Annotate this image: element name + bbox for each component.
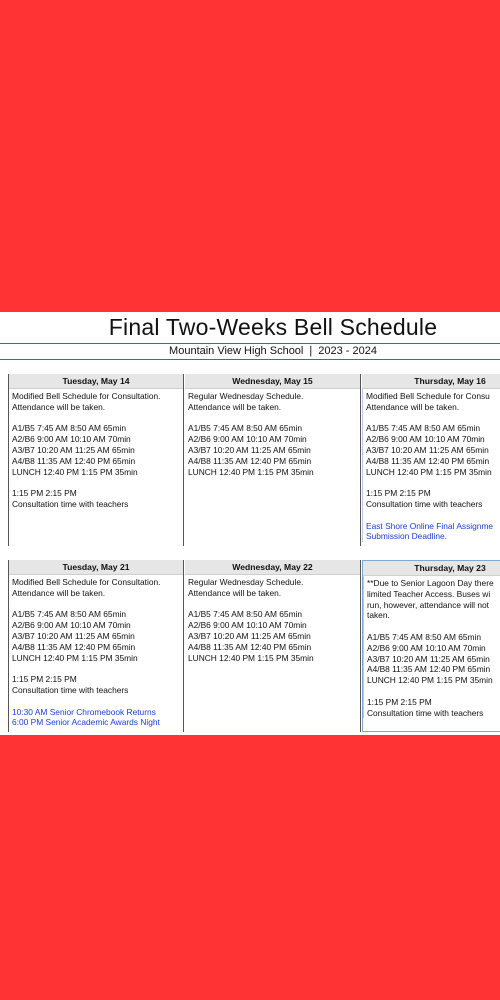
day-cell	[185, 560, 361, 732]
schedule-line: Regular Wednesday Schedule.	[188, 577, 304, 587]
school-name: Mountain View High School	[169, 345, 304, 357]
schedule-line: Consultation time with teachers	[12, 684, 129, 695]
page-title: Final Two-Weeks Bell Schedule	[108, 314, 438, 340]
schedule-line: A1/B5 7:45 AM 8:50 AM 65min	[12, 423, 127, 434]
day-header: Wednesday, May 22	[185, 560, 360, 575]
day-cell	[362, 374, 500, 546]
event-note: 10:30 AM Senior Chromebook Returns	[12, 706, 156, 717]
schedule-line: A2/B6 9:00 AM 10:10 AM 70min	[367, 642, 486, 653]
title-rule	[0, 343, 500, 344]
spacer	[188, 413, 360, 424]
schedule-line: A3/B7 10:20 AM 11:25 AM 65min	[12, 630, 135, 641]
schedule-line: A3/B7 10:20 AM 11:25 AM 65min	[367, 653, 490, 664]
schedule-sheet	[0, 312, 500, 735]
subtitle-separator: |	[309, 345, 313, 357]
schedule-line: Consultation time with teachers	[12, 498, 129, 509]
day-body	[363, 576, 500, 718]
schedule-line: limited Teacher Access. Buses wi	[367, 588, 491, 599]
schedule-line: 1:15 PM 2:15 PM	[12, 488, 77, 499]
schedule-line: A4/B8 11:35 AM 12:40 PM 65min	[12, 641, 136, 652]
spacer	[366, 510, 500, 521]
schedule-line: A2/B6 9:00 AM 10:10 AM 70min	[366, 434, 485, 445]
schedule-line: Modified Bell Schedule for Consultation.	[12, 391, 161, 401]
schedule-line: run, however, attendance will not	[367, 599, 489, 610]
schedule-line: A1/B5 7:45 AM 8:50 AM 65min	[12, 609, 127, 620]
school-years: 2023 - 2024	[318, 345, 377, 357]
schedule-line: Modified Bell Schedule for Consu	[366, 391, 490, 401]
day-body	[185, 575, 360, 663]
schedule-line: LUNCH 12:40 PM 1:15 PM 35min	[12, 466, 138, 477]
schedule-line: A1/B5 7:45 AM 8:50 AM 65min	[367, 631, 482, 642]
schedule-line: A4/B8 11:35 AM 12:40 PM 65min	[367, 664, 491, 675]
schedule-line: taken.	[367, 610, 390, 621]
spacer	[12, 413, 183, 424]
schedule-line: 1:15 PM 2:15 PM	[12, 674, 77, 685]
day-cell	[8, 560, 184, 732]
week-1	[8, 374, 500, 546]
day-header: Tuesday, May 21	[9, 560, 183, 575]
schedule-line: 1:15 PM 2:15 PM	[367, 696, 432, 707]
day-body	[9, 575, 183, 728]
schedule-line: **Due to Senior Lagoon Day there	[367, 578, 494, 588]
day-header: Thursday, May 23	[363, 561, 500, 576]
day-cell	[362, 560, 500, 732]
schedule-line: A2/B6 9:00 AM 10:10 AM 70min	[188, 434, 307, 445]
schedule-line: A1/B5 7:45 AM 8:50 AM 65min	[188, 609, 303, 620]
schedule-line: LUNCH 12:40 PM 1:15 PM 35min	[367, 675, 493, 686]
spacer	[367, 621, 500, 632]
week-2	[8, 560, 500, 732]
spacer	[367, 686, 500, 697]
schedule-line: LUNCH 12:40 PM 1:15 PM 35min	[12, 652, 138, 663]
schedule-line: A3/B7 10:20 AM 11:25 AM 65min	[188, 444, 311, 455]
spacer	[12, 477, 183, 488]
schedule-line: A2/B6 9:00 AM 10:10 AM 70min	[12, 620, 131, 631]
event-note: Submission Deadline.	[366, 531, 448, 542]
schedule-line: A1/B5 7:45 AM 8:50 AM 65min	[188, 423, 303, 434]
spacer	[188, 599, 360, 610]
schedule-line: Modified Bell Schedule for Consultation.	[12, 577, 161, 587]
schedule-line: Attendance will be taken.	[188, 401, 282, 412]
day-cell	[8, 374, 184, 546]
schedule-line: A3/B7 10:20 AM 11:25 AM 65min	[366, 444, 489, 455]
schedule-line: Consultation time with teachers	[366, 498, 483, 509]
schedule-line: A4/B8 11:35 AM 12:40 PM 65min	[12, 455, 136, 466]
schedule-line: A4/B8 11:35 AM 12:40 PM 65min	[366, 455, 490, 466]
schedule-line: A2/B6 9:00 AM 10:10 AM 70min	[188, 620, 307, 631]
schedule-line: A4/B8 11:35 AM 12:40 PM 65min	[188, 641, 312, 652]
spacer	[12, 599, 183, 610]
schedule-line: Attendance will be taken.	[366, 401, 460, 412]
subtitle	[0, 345, 500, 357]
schedule-line: A3/B7 10:20 AM 11:25 AM 65min	[188, 630, 311, 641]
schedule-line: Attendance will be taken.	[12, 587, 106, 598]
schedule-line: 1:15 PM 2:15 PM	[366, 488, 431, 499]
schedule-line: Regular Wednesday Schedule.	[188, 391, 304, 401]
schedule-line: LUNCH 12:40 PM 1:15 PM 35min	[188, 652, 314, 663]
day-header: Tuesday, May 14	[9, 374, 183, 389]
event-note: East Shore Online Final Assignme	[366, 520, 494, 531]
spacer	[12, 696, 183, 707]
day-body	[9, 389, 183, 510]
day-body	[362, 389, 500, 542]
day-header: Wednesday, May 15	[185, 374, 360, 389]
schedule-line: Attendance will be taken.	[188, 587, 282, 598]
day-cell	[185, 374, 361, 546]
subtitle-rule	[0, 359, 500, 360]
day-header: Thursday, May 16	[362, 374, 500, 389]
spacer	[12, 663, 183, 674]
schedule-line: A3/B7 10:20 AM 11:25 AM 65min	[12, 444, 135, 455]
schedule-line: A1/B5 7:45 AM 8:50 AM 65min	[366, 423, 481, 434]
spacer	[366, 477, 500, 488]
day-body	[185, 389, 360, 477]
schedule-line: A4/B8 11:35 AM 12:40 PM 65min	[188, 455, 312, 466]
schedule-line: Consultation time with teachers	[367, 707, 484, 718]
event-note: 6:00 PM Senior Academic Awards Night	[12, 717, 160, 728]
schedule-line: A2/B6 9:00 AM 10:10 AM 70min	[12, 434, 131, 445]
schedule-line: LUNCH 12:40 PM 1:15 PM 35min	[366, 466, 492, 477]
schedule-line: Attendance will be taken.	[12, 401, 106, 412]
schedule-line: LUNCH 12:40 PM 1:15 PM 35min	[188, 466, 314, 477]
spacer	[366, 413, 500, 424]
